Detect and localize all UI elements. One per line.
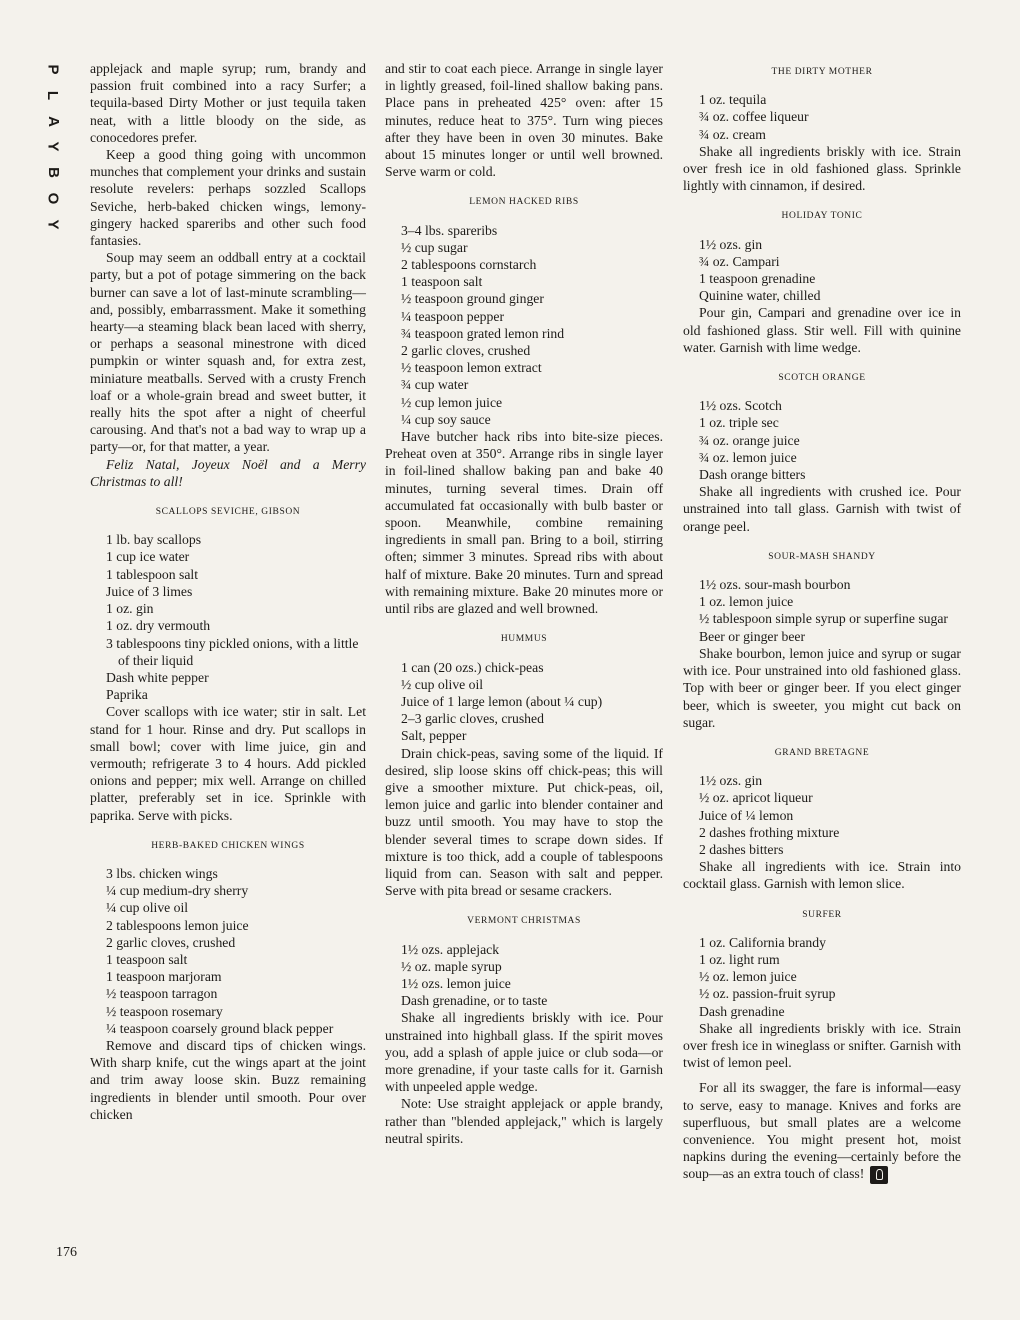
ingredient-item: ½ oz. passion-fruit syrup (699, 986, 836, 1002)
ingredient-list (683, 236, 961, 305)
ingredient-item: ½ cup sugar (401, 239, 468, 255)
ingredient-item: ½ teaspoon ground ginger (401, 291, 544, 307)
ingredient-item: ¼ cup medium-dry sherry (106, 883, 249, 899)
ingredient-item: 1½ ozs. gin (699, 773, 763, 789)
ingredient-list (683, 576, 961, 645)
ingredient-item: ½ cup olive oil (401, 676, 484, 692)
ingredient-list (385, 941, 663, 1010)
recipe-title: SCALLOPS SEVICHE, GIBSON (155, 507, 301, 518)
ingredient-item: Juice of 3 limes (106, 583, 193, 599)
recipe-title: HERB-BAKED CHICKEN WINGS (151, 840, 305, 851)
ingredient-item: ¼ teaspoon coarsely ground black pepper (106, 1020, 334, 1036)
ingredient-item: Dash grenadine (699, 1003, 785, 1019)
ingredient-item: 1 lb. bay scallops (106, 532, 202, 548)
recipe-title: VERMONT CHRISTMAS (467, 916, 581, 927)
ingredient-item: 1 cup ice water (106, 549, 190, 565)
page-number: 176 (56, 1245, 77, 1260)
ingredient-item: ¾ cup water (401, 377, 469, 393)
recipe-title: SCOTCH ORANGE (778, 373, 866, 384)
ingredient-item: 1 teaspoon salt (106, 951, 188, 967)
ingredient-item: ¼ cup olive oil (106, 900, 189, 916)
ingredient-item: Dash orange bitters (699, 467, 806, 483)
ingredient-list (385, 659, 663, 745)
ingredient-item: 2 dashes frothing mixture (699, 824, 840, 840)
ingredient-list (683, 772, 961, 858)
ingredient-item: ½ oz. maple syrup (401, 958, 502, 974)
ingredient-item: Salt, pepper (401, 728, 467, 744)
ingredient-item: 1 teaspoon salt (401, 274, 483, 290)
ingredient-item: Quinine water, chilled (699, 288, 821, 304)
ingredient-item: 3–4 lbs. spareribs (401, 222, 498, 238)
column-3 (683, 60, 961, 1184)
ingredient-item: 1 oz. tequila (699, 92, 767, 108)
recipe-method: Shake bourbon, lemon juice and syrup or sugar with ice. Pour unstrained into old fashioned glass. Top with beer or ginger beer. If you elect ginger beer, which is sweeter, you might cut back on sugar. (683, 645, 961, 730)
ingredient-item: 1 oz. light rum (699, 951, 780, 967)
intro-paragraph-2: Keep a good thing going with uncommon munches that complement your drinks and sustain resolute revelers: perhaps sozzled Scallops Seviche, herb-baked chicken wings, lemony-gingery hacked spareribs and other such food fantasies. (90, 147, 366, 249)
ingredient-item: ¾ teaspoon grated lemon rind (401, 325, 565, 341)
recipe-method: Pour gin, Campari and grenadine over ice in old fashioned glass. Stir well. Fill with quinine water. Garnish with lime wedge. (683, 305, 961, 355)
ingredient-item: 1½ ozs. gin (699, 236, 763, 252)
intro-paragraph-3: Soup may seem an oddball entry at a cocktail party, but a pot of potage simmering on the back burner can save a lot of last-minute scrambling—and, possibly, embarrassment. Make it something hearty—a steaming black bean laced with sherry, or perhaps a seasonal minestrone with diced pumpkin or winter squash and, for extra zest, miniature meatballs. Served with a crusty French loaf or a whole-grain bread and sweet butter, it really hits the spot after a night of cheerful carousing. And that's not a bad way to wrap up a party—or, for that matter, a year. (90, 250, 366, 455)
recipe-title: THE DIRTY MOTHER (771, 67, 873, 77)
ingredient-item: ½ oz. apricot liqueur (699, 790, 813, 806)
recipe-title: LEMON HACKED RIBS (469, 197, 579, 208)
ingredient-list (90, 531, 366, 703)
ingredient-item: Beer or ginger beer (699, 628, 806, 644)
ingredient-item: ½ teaspoon lemon extract (401, 360, 542, 376)
rabbit-logo-icon (870, 1166, 888, 1184)
ingredient-list (683, 934, 961, 1020)
ingredient-item: 3 tablespoons tiny pickled onions, with a little of their liquid (106, 635, 359, 668)
recipe-title: HOLIDAY TONIC (781, 211, 863, 222)
ingredient-list (683, 91, 961, 143)
recipe-method: Shake all ingredients with ice. Strain into cocktail glass. Garnish with lemon slice. (683, 859, 961, 892)
intro-paragraph-1: applejack and maple syrup; rum, brandy and passion fruit combined into a racy Surfer; a tequila-based Dirty Mother or just tequila taken neat, with a little bloody on the side, as conocedores prefer. (90, 61, 366, 145)
ingredient-item: ¾ oz. coffee liqueur (699, 109, 809, 125)
ingredient-item: ½ tablespoon simple syrup or superfine sugar (699, 611, 948, 627)
recipe-method: Shake all ingredients with crushed ice. Pour unstrained into tall glass. Garnish with twist of orange peel. (683, 484, 961, 534)
ingredient-item: Dash grenadine, or to taste (401, 993, 548, 1009)
ingredient-item: ¾ oz. orange juice (699, 432, 800, 448)
ingredient-item: ½ teaspoon tarragon (106, 986, 218, 1002)
ingredient-item: 1½ ozs. Scotch (699, 398, 782, 414)
recipe-method: Cover scallops with ice water; stir in salt. Let stand for 1 hour. Rinse and dry. Put scallops in small bowl; cover with lime juice, gin and vermouth; refrigerate 3 to 4 hours. Add pickled onions and pepper; mix well. Arrange on chilled platter, preferably set in ice. Sprinkle with paprika. Serve with picks. (90, 704, 366, 823)
ingredient-item: 2 garlic cloves, crushed (401, 343, 531, 359)
ingredient-item: 1½ ozs. lemon juice (401, 975, 511, 991)
ingredient-item: Juice of 1 large lemon (about ¼ cup) (401, 693, 603, 709)
ingredient-item: ½ oz. lemon juice (699, 969, 797, 985)
ingredient-item: ¾ oz. lemon juice (699, 449, 797, 465)
recipe-title: SURFER (802, 909, 842, 920)
ingredient-item: 1½ ozs. applejack (401, 941, 500, 957)
recipe-title: GRAND BRETAGNE (774, 747, 870, 758)
recipe-method: Remove and discard tips of chicken wings. With sharp knife, cut the wings apart at the joint and trim away loose skin. Buzz remaining ingredients in blender until smooth. Pour over chicken (90, 1037, 366, 1122)
recipe-method-continued: and stir to coat each piece. Arrange in single layer in lightly greased, foil-lined shallow baking pans. Place pans in preheated 425° oven: after 15 minutes, reduce heat to 375°. Turn wing pieces after they have been in oven 30 minutes. Bake about 15 minutes longer or until well browned. Serve warm or cold. (385, 61, 663, 180)
ingredient-list (90, 865, 366, 1037)
ingredient-item: 2 tablespoons lemon juice (106, 917, 249, 933)
ingredient-item: 1 oz. California brandy (699, 934, 826, 950)
ingredient-item: 1 can (20 ozs.) chick-peas (401, 659, 544, 675)
recipe-title: HUMMUS (500, 634, 548, 645)
masthead-vertical: P L A Y B O Y (44, 64, 62, 230)
ingredient-item: ¾ oz. Campari (699, 253, 780, 269)
ingredient-item: 1 teaspoon marjoram (106, 969, 222, 985)
recipe-method: Drain chick-peas, saving some of the liquid. If desired, slip loose skins off chick-peas; this will give a smoother mixture. Put chick-peas, oil, lemon juice and garlic into blender container and buzz until smooth. You may have to stop the blender several times to scrape down sides. If mixture is too thick, add a couple of tablespoons liquid from can. Season with salt and pepper. Serve with pita bread or sesame crackers. (385, 745, 663, 899)
recipe-title: SOUR-MASH SHANDY (768, 551, 876, 562)
intro-paragraph-4: Feliz Natal, Joyeux Noël and a Merry Christmas to all! (90, 456, 366, 489)
ingredient-item: 2–3 garlic cloves, crushed (401, 711, 544, 727)
ingredient-item: 1 oz. triple sec (699, 415, 779, 431)
ingredient-item: Dash white pepper (106, 669, 209, 685)
ingredient-item: 2 garlic cloves, crushed (106, 934, 236, 950)
ingredient-item: ¾ oz. cream (699, 126, 766, 142)
recipe-method: Shake all ingredients briskly with ice. Pour unstrained into highball glass. If the spirit moves you, add a splash of apple juice or club soda—or more grenadine, if your taste calls for it. Garnish with unpeeled apple wedge. (385, 1010, 663, 1095)
ingredient-item: 1 tablespoon salt (106, 566, 198, 582)
ingredient-item: 3 lbs. chicken wings (106, 865, 218, 881)
closing-paragraph: For all its swagger, the fare is informal—easy to serve, easy to manage. Knives and forks are superfluous, but small plates are a welcome convenience. You might present hot, moist napkins during the evening—certainly before the soup—as an extra touch of class! (683, 1080, 961, 1182)
ingredient-item: ½ cup lemon juice (401, 394, 503, 410)
ingredient-item: Juice of ¼ lemon (699, 807, 794, 823)
column-1 (90, 60, 366, 1123)
ingredient-item: ¼ cup soy sauce (401, 411, 491, 427)
ingredient-item: 1 oz. lemon juice (699, 594, 794, 610)
ingredient-item: 2 tablespoons cornstarch (401, 257, 537, 273)
ingredient-item: 1 teaspoon grenadine (699, 271, 816, 287)
closing-paragraph-wrap (683, 1079, 961, 1184)
ingredient-item: 1 oz. gin (106, 601, 154, 617)
ingredient-item: 1 oz. dry vermouth (106, 618, 211, 634)
recipe-method: Shake all ingredients briskly with ice. Strain over fresh ice in wineglass or snifter. Garnish with twist of lemon peel. (683, 1020, 961, 1071)
ingredient-item: Paprika (106, 687, 148, 703)
recipe-note: Note: Use straight applejack or apple brandy, rather than "blended applejack," which is largely neutral spirits. (385, 1096, 663, 1146)
column-2 (385, 60, 663, 1147)
ingredient-item: ¼ teaspoon pepper (401, 308, 505, 324)
ingredient-list (385, 222, 663, 428)
ingredient-item: 1½ ozs. sour-mash bourbon (699, 577, 851, 593)
ingredient-item: 2 dashes bitters (699, 841, 784, 857)
recipe-method: Have butcher hack ribs into bite-size pieces. Preheat oven at 350°. Arrange ribs in single layer in foil-lined shallow baking pan and bake 40 minutes, turning several times. Drain off accumulated fat occasionally with bulb baster or spoon. Meanwhile, combine remaining ingredients in small pan. Bring to a boil, stirring often; simmer 3 minutes. Spread ribs with about half of mixture. Bake 20 minutes. Turn and spread with remaining mixture. Bake 20 minutes more or until ribs are glazed and well browned. (385, 429, 663, 617)
ingredient-list (683, 397, 961, 483)
ingredient-item: ½ teaspoon rosemary (106, 1003, 223, 1019)
recipe-method: Shake all ingredients briskly with ice. Strain over fresh ice in old fashioned glass. Sprinkle lightly with cinnamon, if desired. (683, 143, 961, 194)
